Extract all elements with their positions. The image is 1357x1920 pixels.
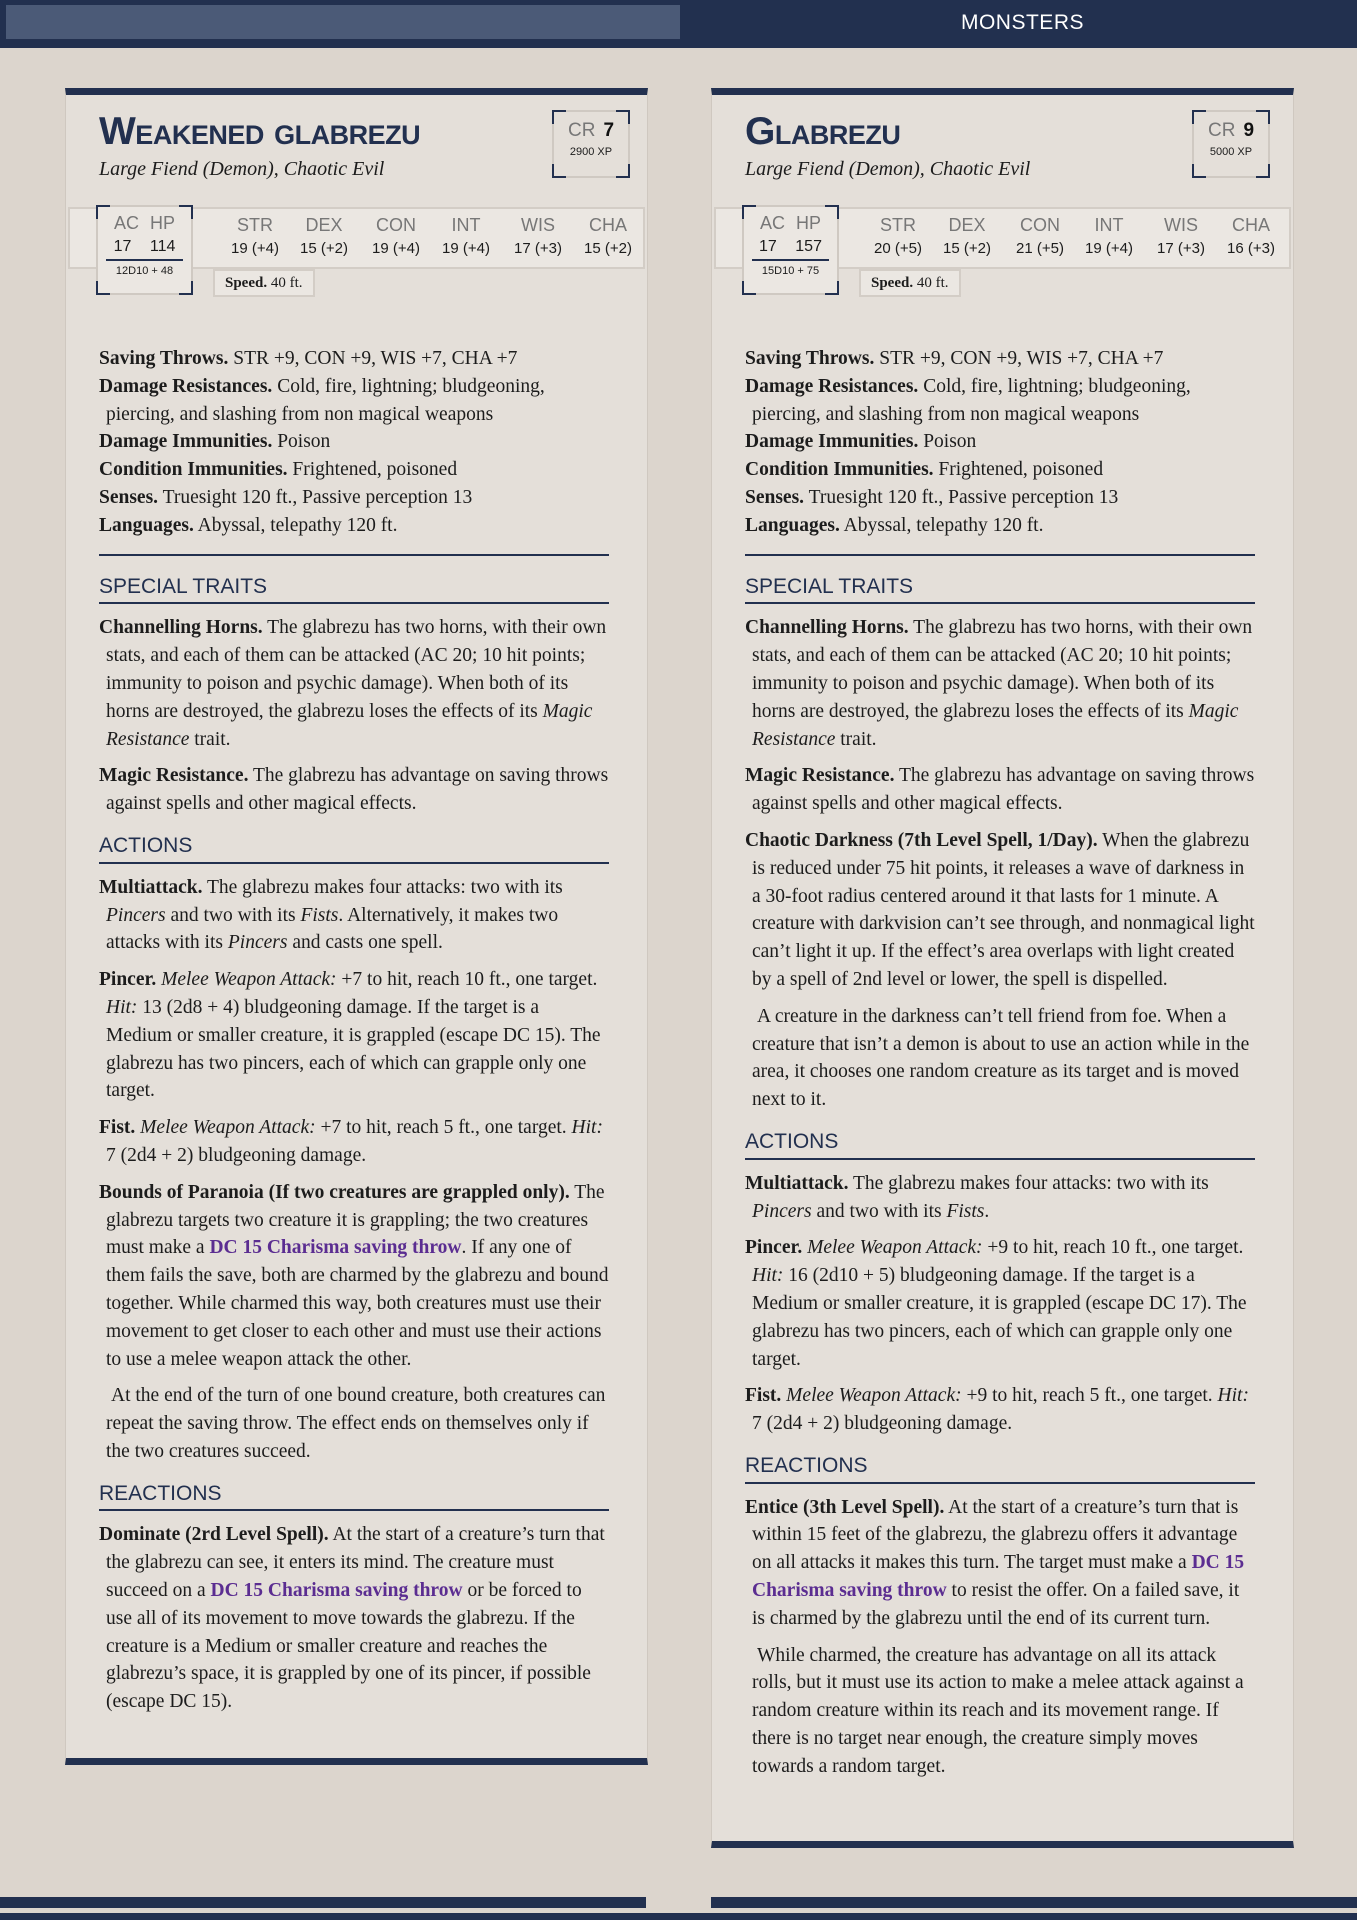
property-value: Abyssal, telepathy 120 ft. [843,514,1044,536]
trait-text: . [984,1200,990,1222]
trait-paragraph [745,1234,1255,1373]
corner-bracket-icon [552,110,566,124]
property-value: Frightened, poisoned [938,459,1104,481]
corner-bracket-icon [96,205,110,219]
property-label: Senses. [745,486,805,508]
ability-label: WIS [1164,215,1198,235]
challenge-rating-box [1192,110,1270,178]
ability-str [863,215,933,257]
ability-label: CHA [588,215,627,235]
speed-value: 40 ft. [916,275,949,291]
trait-text: The glabrezu targets two creature it is grappling; the two creatures must make a [106,1181,605,1259]
property-value: Poison [277,431,331,453]
stat-block [65,88,648,1765]
trait-text: +9 to hit, reach 10 ft., one target. [982,1237,1244,1259]
ac-label: AC [759,213,785,233]
property-label: Damage Immunities. [745,431,919,453]
property-value: Truesight 120 ft., Passive perception 13 [808,486,1119,508]
footer-bar-right [711,1897,1357,1908]
corner-bracket-icon [825,205,839,219]
ability-int [1074,215,1144,257]
ability-dex [932,215,1002,257]
trait-name: Multiattack. [99,876,203,898]
armor-class: 17 [113,238,132,255]
trait-name: Fist. [99,1117,136,1139]
property-value: Cold, fire, lightning; bludgeoning, piercing, and slashing from non magical weapons [106,375,545,425]
property-label: Saving Throws. [99,348,229,369]
ability-con [361,215,431,257]
header-title: MONSTERS [960,11,1084,34]
trait-name: Magic Resistance. [745,765,895,787]
emphasis-text: Hit: [571,1117,603,1139]
xp-value: 5000 XP [1209,146,1253,158]
trait-text: The glabrezu has advantage on saving throws against spells and other magical effects. [752,765,1255,815]
property-line [745,428,1255,456]
trait-text: trait. [189,728,231,750]
corner-bracket-icon [742,205,756,219]
page-header [0,0,1357,48]
property-value: Frightened, poisoned [292,459,458,481]
trait-text: 13 (2d8 + 4) bludgeoning damage. If the target is a Medium or smaller creature, it is grappled (escape DC 15). The glabrezu has two pincers, each of which can grapple only one target. [106,996,601,1102]
trait-name: Channelling Horns. [745,617,909,639]
trait-paragraph [99,874,609,957]
corner-bracket-icon [742,281,756,295]
corner-bracket-icon [96,281,110,295]
trait-name: Multiattack. [745,1172,849,1194]
section-heading: ACTIONS [99,832,609,864]
trait-text: and two with its [811,1200,947,1222]
ac-hp-box [96,205,193,295]
property-label: Damage Immunities. [99,431,273,453]
corner-bracket-icon [552,164,566,178]
trait-text: The glabrezu has two horns, with their own stats, and each of them can be attacked (AC 20; 10 hit points; immunity to poison and psychic damage). When both of its horns are destroyed, the glabrezu loses the effects of its [752,617,1253,722]
trait-name: Chaotic Darkness (7th Level Spell, 1/Day). [745,829,1098,851]
stat-block-body [712,305,1293,1781]
property-value: Poison [923,431,977,453]
emphasis-text: Melee Weapon Attack: [786,1385,962,1407]
trait-paragraph [99,614,609,753]
speed-box [859,269,961,297]
trait-paragraph [99,1179,609,1374]
ability-int [431,215,501,257]
monster-name: Weakened glabrezu [99,110,421,153]
trait-paragraph [745,827,1255,994]
armor-class: 17 [759,238,777,255]
ability-wis [1146,215,1216,257]
property-line [99,484,609,512]
ability-label: CON [376,215,416,235]
trait-text: trait. [835,728,877,750]
hit-dice: 15D10 + 75 [761,265,820,277]
corner-bracket-icon [1192,110,1206,124]
ability-value: 15 (+2) [584,240,632,257]
emphasis-text: Hit: [752,1265,784,1287]
monster-name: Glabrezu [745,110,901,153]
speed-box [213,269,315,297]
trait-text: When the glabrezu is reduced under 75 hit points, it releases a wave of darkness in a 30-foot radius centered around it that lasts for 1 minute. A creature with darkvision can’t see through, and nonmagical light can’t light it up. If the effect’s area overlaps with light created by a spell of 2nd level or lower, the spell is dispelled. [752,829,1255,990]
trait-name: Entice (3th Level Spell). [745,1496,945,1518]
stat-block-body [66,305,647,1716]
corner-bracket-icon [1256,110,1270,124]
property-line [745,512,1255,540]
property-label: Languages. [99,514,194,536]
saving-throw-link[interactable]: DC 15 Charisma saving throw [210,1580,463,1602]
ability-value: 17 (+3) [514,240,562,257]
trait-text: 7 (2d4 + 2) bludgeoning damage. [106,1144,367,1166]
trait-name: Channelling Horns. [99,617,263,639]
stat-block [711,88,1294,1848]
trait-text: 7 (2d4 + 2) bludgeoning damage. [752,1413,1013,1435]
trait-name: Pincer. [99,969,157,991]
ability-label: STR [237,215,273,235]
ac-hp-box [742,205,839,295]
trait-paragraph [745,762,1255,818]
footer-bar-left [0,1897,646,1908]
ability-con [1005,215,1075,257]
ability-str [220,215,290,257]
trait-text: At the start of a creature’s turn that is within 15 feet of the glabrezu, the glabrezu offers it advantage on all attacks it makes this turn. The target must make a [752,1496,1239,1574]
property-value: Cold, fire, lightning; bludgeoning, piercing, and slashing from non magical weapons [752,375,1191,425]
emphasis-text: Pincers [106,904,166,926]
trait-text: A creature in the darkness can’t tell friend from foe. When a creature that isn’t a demon is about to use an action while in the area, it chooses one random creature as its target and is moved next to it. [752,1005,1250,1111]
trait-text: While charmed, the creature has advantage on all its attack rolls, but it must use its action to make a melee attack against a random creature within its reach and its movement range. If there is no target near enough, the creature simply moves towards a random target. [752,1644,1244,1777]
property-line [745,345,1255,373]
corner-bracket-icon [616,164,630,178]
trait-paragraph [99,762,609,818]
trait-text: to resist the offer. On a failed save, it is charmed by the glabrezu until the end of its current turn. [752,1580,1240,1629]
property-line [745,373,1255,429]
trait-name: Fist. [745,1385,782,1407]
property-label: Saving Throws. [745,348,875,369]
ability-value: 20 (+5) [874,240,922,257]
trait-name: Pincer. [745,1237,803,1259]
ability-value: 19 (+4) [1085,240,1133,257]
property-value: Abyssal, telepathy 120 ft. [197,514,398,536]
ability-cha [1216,215,1286,257]
trait-text: The glabrezu makes four attacks: two with its [848,1172,1209,1194]
property-line [745,456,1255,484]
trait-text: . If any one of them fails the save, both are charmed by the glabrezu and bound together. While charmed this way, both creatures must use their movement to get closer to each other and must use their actions to use a melee weapon attack the other. [106,1237,609,1370]
section-heading: REACTIONS [99,1480,609,1512]
hp-label: HP [150,213,176,233]
trait-text: 16 (2d10 + 5) bludgeoning damage. If the target is a Medium or smaller creature, it is grappled (escape DC 17). The glabrezu has two pincers, each of which can grapple only one target. [752,1265,1247,1370]
emphasis-text: Melee Weapon Attack: [140,1117,316,1139]
hit-dice: 12D10 + 48 [115,265,174,277]
challenge-rating-box [552,110,630,178]
ac-label: AC [113,213,139,233]
ability-label: INT [1094,215,1124,235]
property-value: Truesight 120 ft., Passive perception 13 [162,486,473,508]
ability-value: 19 (+4) [372,240,420,257]
corner-bracket-icon [1256,164,1270,178]
cr-label: CR [567,120,596,141]
footer-line [0,1913,1357,1920]
section-heading: ACTIONS [745,1128,1255,1160]
trait-paragraph [745,1003,1255,1114]
section-heading: SPECIAL TRAITS [745,554,1255,605]
speed-label: Speed. [871,275,914,291]
property-label: Senses. [99,486,159,508]
trait-paragraph [99,966,609,1105]
monster-type: Large Fiend (Demon), Chaotic Evil [99,158,385,180]
trait-name: Dominate (2rd Level Spell). [99,1524,329,1546]
cr-value: 7 [603,120,615,141]
ability-value: 21 (+5) [1016,240,1064,257]
trait-text: At the end of the turn of one bound creature, both creatures can repeat the saving throw. The effect ends on themselves only if the two creatures succeed. [106,1385,606,1462]
trait-paragraph [745,1494,1255,1633]
property-value: STR +9, CON +9, WIS +7, CHA +7 [233,348,518,369]
section-heading: SPECIAL TRAITS [99,554,609,605]
property-value: STR +9, CON +9, WIS +7, CHA +7 [879,348,1164,369]
hp-label: HP [796,213,822,233]
trait-text: . Alternatively, it makes two attacks with its [106,904,559,954]
trait-paragraph [745,1170,1255,1226]
ability-value: 15 (+2) [943,240,991,257]
property-label: Languages. [745,514,840,536]
stat-block-header [712,95,1293,207]
trait-text: The glabrezu has advantage on saving throws against spells and other magical effects. [106,765,609,815]
ability-value: 15 (+2) [300,240,348,257]
property-label: Condition Immunities. [99,459,288,481]
monster-type: Large Fiend (Demon), Chaotic Evil [745,158,1031,180]
ability-label: INT [451,215,481,235]
property-label: Damage Resistances. [99,375,273,397]
ability-value: 17 (+3) [1157,240,1205,257]
cr-value: 9 [1243,120,1255,141]
trait-text: The glabrezu makes four attacks: two with its [202,876,563,898]
property-label: Damage Resistances. [745,375,919,397]
property-line [99,428,609,456]
ability-dex [289,215,359,257]
corner-bracket-icon [179,281,193,295]
emphasis-text: Hit: [106,996,138,1018]
trait-text: +7 to hit, reach 5 ft., one target. [315,1117,572,1139]
trait-text: and two with its [165,904,301,926]
trait-paragraph [99,1114,609,1170]
hit-points: 114 [149,238,176,255]
property-line [99,345,609,373]
ability-label: DEX [305,215,343,235]
emphasis-text: Fists [946,1200,985,1222]
header-band [6,5,680,39]
emphasis-text: Pincers [227,932,288,954]
emphasis-text: Melee Weapon Attack: [807,1237,983,1259]
property-line [99,512,609,540]
ability-label: CHA [1231,215,1270,235]
corner-bracket-icon [1192,164,1206,178]
trait-paragraph [99,1521,609,1716]
trait-text: +7 to hit, reach 10 ft., one target. [336,969,598,991]
ability-cha [573,215,643,257]
corner-bracket-icon [179,205,193,219]
emphasis-text: Magic Resistance [106,700,593,750]
trait-paragraph [745,614,1255,753]
emphasis-text: Fists [300,904,339,926]
ability-value: 16 (+3) [1227,240,1275,257]
ability-label: WIS [521,215,555,235]
trait-text: The glabrezu has two horns, with their own stats, and each of them can be attacked (AC 20; 10 hit points; immunity to poison and psychic damage). When both of its horns are destroyed, the glabrezu loses the effects of its [106,617,607,722]
trait-text: or be forced to use all of its movement to move towards the glabrezu. If the creature is a Medium or smaller creature and reaches the glabrezu’s space, it is grappled by one of its pincer, if possible (escape DC 15). [106,1580,591,1713]
corner-bracket-icon [825,281,839,295]
property-label: Condition Immunities. [745,459,934,481]
trait-paragraph [745,1382,1255,1438]
property-line [745,484,1255,512]
section-heading: REACTIONS [745,1452,1255,1484]
saving-throw-link[interactable]: DC 15 Charisma saving throw [209,1237,462,1259]
ability-value: 19 (+4) [442,240,490,257]
property-line [99,456,609,484]
saving-throw-link[interactable]: DC 15 Charisma saving throw [752,1552,1245,1602]
stat-block-header [66,95,647,207]
hit-points: 157 [795,238,822,255]
xp-value: 2900 XP [569,146,613,158]
corner-bracket-icon [616,110,630,124]
ability-value: 19 (+4) [231,240,279,257]
cr-label: CR [1207,120,1236,141]
trait-paragraph [99,1382,609,1465]
trait-text: +9 to hit, reach 5 ft., one target. [961,1385,1218,1407]
speed-value: 40 ft. [270,275,303,291]
emphasis-text: Magic Resistance [752,700,1239,750]
emphasis-text: Melee Weapon Attack: [161,969,337,991]
ability-wis [503,215,573,257]
ability-label: CON [1020,215,1060,235]
trait-name: Bounds of Paranoia (If two creatures are grappled only). [99,1181,570,1203]
property-line [99,373,609,429]
emphasis-text: Pincers [752,1200,812,1222]
trait-text: At the start of a creature’s turn that the glabrezu can see, it enters its mind. The creature must succeed on a [106,1524,605,1602]
emphasis-text: Hit: [1217,1385,1249,1407]
trait-paragraph [745,1642,1255,1781]
trait-text: and casts one spell. [287,932,443,954]
ability-label: STR [880,215,916,235]
trait-name: Magic Resistance. [99,765,249,787]
speed-label: Speed. [225,275,268,291]
ability-label: DEX [948,215,986,235]
